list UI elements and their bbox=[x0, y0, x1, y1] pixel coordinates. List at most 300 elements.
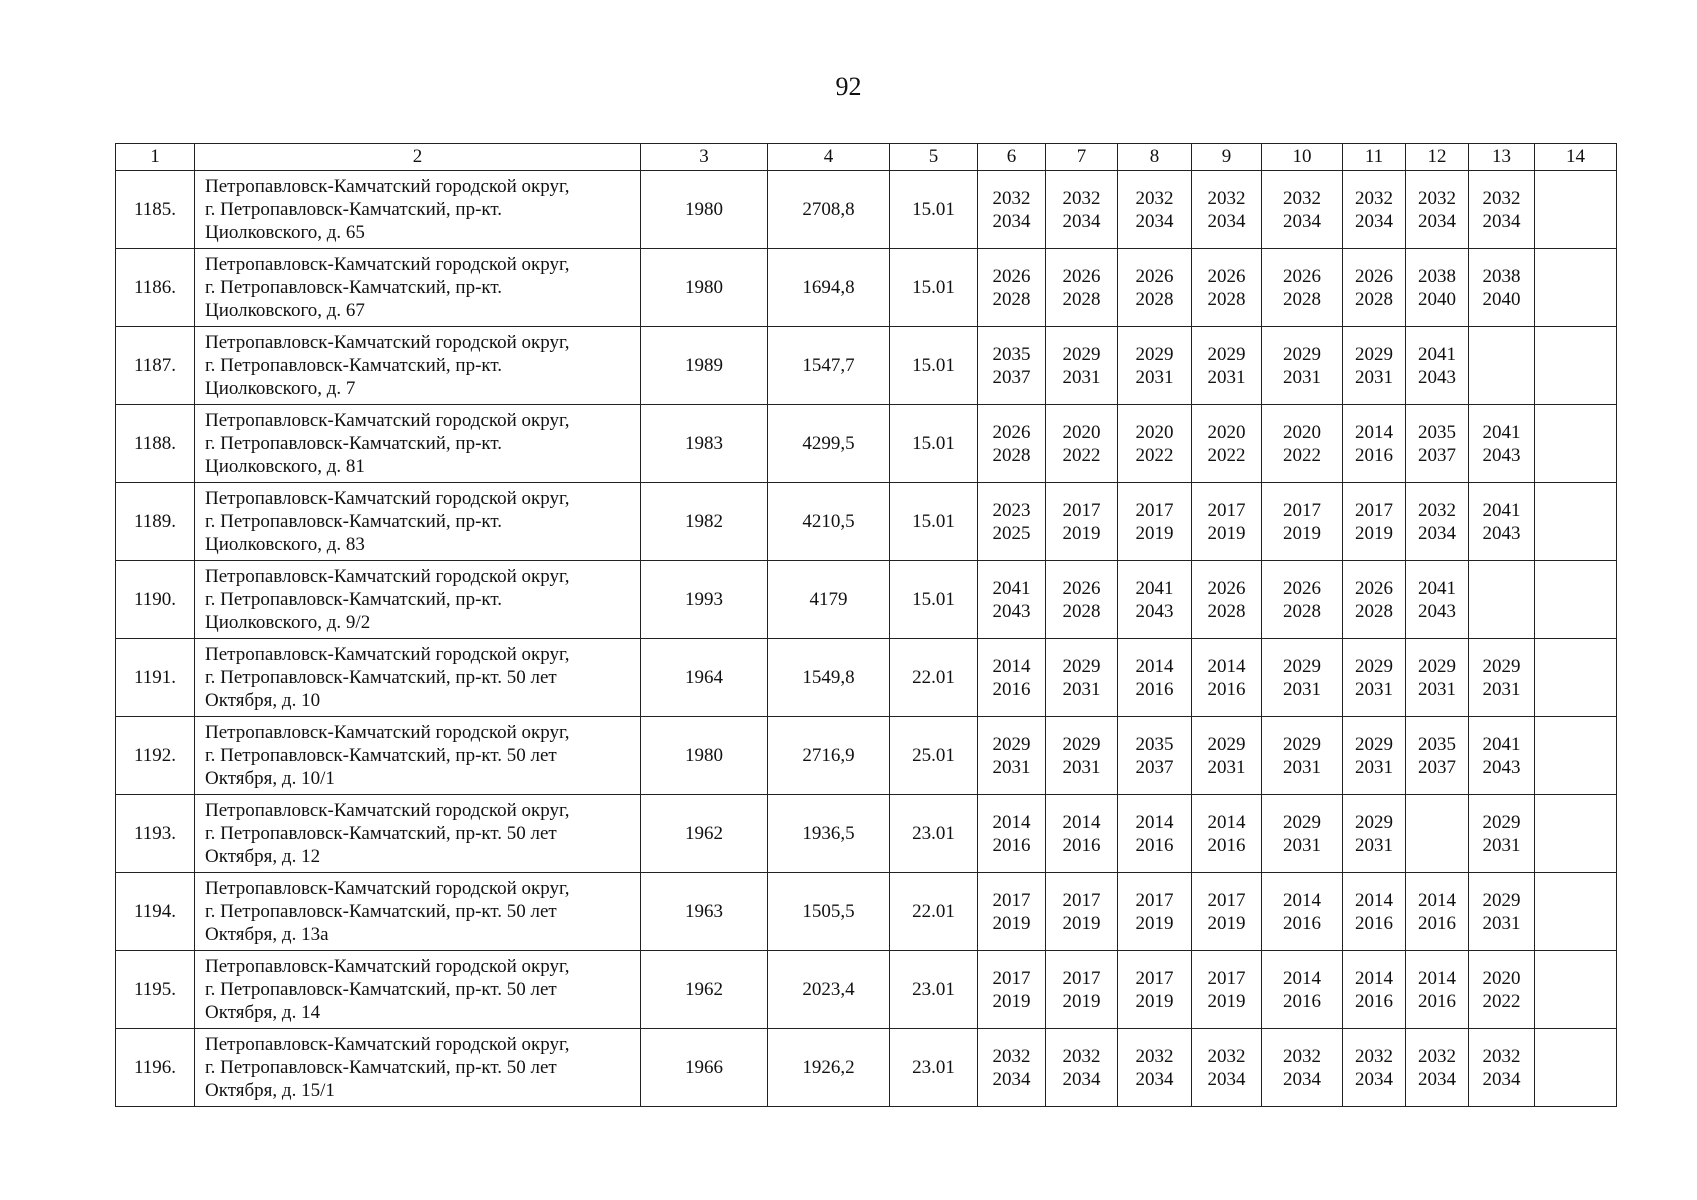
period-end-year: 2034 bbox=[992, 210, 1031, 232]
period-end-year: 2034 bbox=[1062, 210, 1101, 232]
column-14-cell bbox=[1535, 639, 1617, 717]
table-row bbox=[116, 951, 1617, 1029]
period-start-year: 2038 bbox=[1482, 265, 1521, 287]
period-end-year: 2031 bbox=[1355, 678, 1393, 700]
address-line: г. Петропавловск-Камчатский, пр-кт. 50 лет bbox=[205, 979, 557, 1000]
column-number-cell: 7 bbox=[1046, 144, 1118, 171]
period-end-year: 2040 bbox=[1482, 288, 1521, 310]
period-start-year: 2029 bbox=[1135, 343, 1174, 365]
address-cell bbox=[195, 327, 641, 405]
area-cell: 1505,5 bbox=[768, 873, 890, 951]
period-end-year: 2016 bbox=[1207, 834, 1246, 856]
period-start-year: 2014 bbox=[1355, 421, 1393, 443]
build-year-cell: 1980 bbox=[641, 249, 768, 327]
address-cell bbox=[195, 561, 641, 639]
period-end-year: 2016 bbox=[1355, 912, 1393, 934]
period-cell bbox=[978, 795, 1046, 873]
period-start-year: 2032 bbox=[1207, 187, 1246, 209]
column-number-cell: 9 bbox=[1192, 144, 1262, 171]
row-number-cell: 1190. bbox=[116, 561, 195, 639]
period-end-year: 2031 bbox=[1355, 366, 1393, 388]
period-end-year: 2019 bbox=[1135, 990, 1174, 1012]
period-start-year: 2026 bbox=[1283, 577, 1321, 599]
address-line: Октября, д. 10/1 bbox=[205, 768, 335, 789]
period-cell bbox=[1046, 405, 1118, 483]
period-cell bbox=[1406, 561, 1469, 639]
period-end-year: 2016 bbox=[992, 834, 1031, 856]
period-start-year: 2035 bbox=[1418, 421, 1456, 443]
period-start-year: 2020 bbox=[1482, 967, 1521, 989]
period-cell bbox=[1192, 795, 1262, 873]
period-end-year: 2031 bbox=[1355, 756, 1393, 778]
period-start-year: 2017 bbox=[992, 967, 1031, 989]
address-line: Петропавловск-Камчатский городской округ, bbox=[205, 332, 570, 353]
column-number-cell: 6 bbox=[978, 144, 1046, 171]
period-start-year: 2026 bbox=[1355, 265, 1393, 287]
period-end-year: 2031 bbox=[1283, 756, 1321, 778]
period-start-year: 2032 bbox=[1418, 1045, 1456, 1067]
period-end-year: 2034 bbox=[1418, 522, 1456, 544]
housing-register-table bbox=[115, 143, 1617, 1107]
address-line: Петропавловск-Камчатский городской округ, bbox=[205, 722, 570, 743]
address-line: Петропавловск-Камчатский городской округ, bbox=[205, 1034, 570, 1055]
period-start-year: 2035 bbox=[1135, 733, 1174, 755]
code-cell: 15.01 bbox=[890, 327, 978, 405]
period-cell bbox=[1046, 795, 1118, 873]
period-start-year: 2029 bbox=[1062, 343, 1101, 365]
period-cell bbox=[1046, 951, 1118, 1029]
period-end-year: 2019 bbox=[1355, 522, 1393, 544]
period-start-year: 2032 bbox=[1418, 187, 1456, 209]
table-row bbox=[116, 249, 1617, 327]
period-cell bbox=[1046, 483, 1118, 561]
address-cell bbox=[195, 639, 641, 717]
period-start-year: 2017 bbox=[1135, 967, 1174, 989]
period-end-year: 2022 bbox=[1062, 444, 1101, 466]
period-start-year: 2032 bbox=[1062, 187, 1101, 209]
table-row bbox=[116, 873, 1617, 951]
build-year-cell: 1983 bbox=[641, 405, 768, 483]
period-cell bbox=[1406, 873, 1469, 951]
period-end-year: 2037 bbox=[1418, 756, 1456, 778]
period-start-year: 2020 bbox=[1283, 421, 1321, 443]
period-start-year: 2026 bbox=[1062, 265, 1101, 287]
period-end-year: 2034 bbox=[992, 1068, 1031, 1090]
period-start-year: 2029 bbox=[1283, 655, 1321, 677]
period-cell bbox=[1262, 327, 1343, 405]
period-start-year: 2035 bbox=[1418, 733, 1456, 755]
column-14-cell bbox=[1535, 171, 1617, 249]
code-cell: 23.01 bbox=[890, 795, 978, 873]
address-line: г. Петропавловск-Камчатский, пр-кт. 50 лет bbox=[205, 901, 557, 922]
build-year-cell: 1980 bbox=[641, 171, 768, 249]
address-line: Октября, д. 13а bbox=[205, 924, 329, 945]
period-cell bbox=[1406, 951, 1469, 1029]
column-14-cell bbox=[1535, 873, 1617, 951]
period-start-year: 2014 bbox=[1062, 811, 1101, 833]
period-cell bbox=[1469, 171, 1535, 249]
period-end-year: 2034 bbox=[1207, 1068, 1246, 1090]
code-cell: 23.01 bbox=[890, 1029, 978, 1107]
period-end-year: 2043 bbox=[1418, 600, 1456, 622]
period-start-year: 2029 bbox=[1283, 733, 1321, 755]
period-start-year: 2017 bbox=[1062, 889, 1101, 911]
period-start-year: 2032 bbox=[1135, 187, 1174, 209]
period-cell bbox=[1192, 561, 1262, 639]
build-year-cell: 1980 bbox=[641, 717, 768, 795]
period-start-year: 2032 bbox=[992, 187, 1031, 209]
period-cell bbox=[1343, 717, 1406, 795]
period-cell bbox=[978, 405, 1046, 483]
period-end-year: 2016 bbox=[1283, 990, 1321, 1012]
period-cell bbox=[1343, 873, 1406, 951]
period-start-year: 2026 bbox=[1207, 265, 1246, 287]
period-start-year: 2032 bbox=[1482, 187, 1521, 209]
period-start-year: 2029 bbox=[1355, 343, 1393, 365]
column-number-row bbox=[116, 144, 1617, 171]
period-cell bbox=[978, 639, 1046, 717]
period-start-year: 2032 bbox=[1283, 187, 1321, 209]
address-line: Циолковского, д. 7 bbox=[205, 378, 356, 399]
table-row bbox=[116, 561, 1617, 639]
address-line: г. Петропавловск-Камчатский, пр-кт. 50 лет bbox=[205, 823, 557, 844]
period-cell bbox=[1046, 327, 1118, 405]
period-cell bbox=[1469, 639, 1535, 717]
period-start-year: 2029 bbox=[1207, 733, 1246, 755]
period-cell bbox=[1469, 873, 1535, 951]
period-cell bbox=[1406, 249, 1469, 327]
area-cell: 4299,5 bbox=[768, 405, 890, 483]
period-end-year: 2034 bbox=[1283, 210, 1321, 232]
address-cell bbox=[195, 1029, 641, 1107]
table-row bbox=[116, 171, 1617, 249]
period-start-year: 2035 bbox=[992, 343, 1031, 365]
address-line: Циолковского, д. 67 bbox=[205, 300, 365, 321]
address-line: Октября, д. 14 bbox=[205, 1002, 321, 1023]
period-cell bbox=[1262, 1029, 1343, 1107]
period-cell bbox=[1406, 171, 1469, 249]
period-start-year: 2014 bbox=[992, 811, 1031, 833]
period-start-year: 2029 bbox=[1207, 343, 1246, 365]
column-number-cell: 2 bbox=[195, 144, 641, 171]
code-cell: 25.01 bbox=[890, 717, 978, 795]
column-14-cell bbox=[1535, 561, 1617, 639]
period-start-year: 2020 bbox=[1207, 421, 1246, 443]
area-cell: 1547,7 bbox=[768, 327, 890, 405]
period-cell bbox=[1262, 483, 1343, 561]
period-start-year: 2041 bbox=[1135, 577, 1174, 599]
period-cell bbox=[978, 717, 1046, 795]
period-end-year: 2019 bbox=[1062, 912, 1101, 934]
address-line: Петропавловск-Камчатский городской округ, bbox=[205, 644, 570, 665]
period-end-year: 2031 bbox=[1135, 366, 1174, 388]
period-cell bbox=[1343, 795, 1406, 873]
period-start-year: 2023 bbox=[992, 499, 1031, 521]
period-cell bbox=[1343, 327, 1406, 405]
row-number-cell: 1191. bbox=[116, 639, 195, 717]
period-cell bbox=[1262, 951, 1343, 1029]
period-end-year: 2043 bbox=[1482, 444, 1521, 466]
period-cell bbox=[1192, 639, 1262, 717]
code-cell: 22.01 bbox=[890, 873, 978, 951]
period-cell bbox=[1192, 873, 1262, 951]
period-end-year: 2019 bbox=[1283, 522, 1321, 544]
period-start-year: 2032 bbox=[1207, 1045, 1246, 1067]
area-cell: 2716,9 bbox=[768, 717, 890, 795]
period-end-year: 2043 bbox=[1482, 756, 1521, 778]
period-cell bbox=[1118, 405, 1192, 483]
period-cell bbox=[1469, 561, 1535, 639]
period-end-year: 2031 bbox=[1062, 756, 1101, 778]
period-end-year: 2028 bbox=[1207, 600, 1246, 622]
period-start-year: 2017 bbox=[1135, 499, 1174, 521]
period-start-year: 2032 bbox=[1355, 1045, 1393, 1067]
period-cell bbox=[1046, 717, 1118, 795]
period-end-year: 2028 bbox=[1283, 600, 1321, 622]
code-cell: 15.01 bbox=[890, 483, 978, 561]
period-cell bbox=[1118, 717, 1192, 795]
row-number-cell: 1195. bbox=[116, 951, 195, 1029]
period-start-year: 2029 bbox=[1062, 733, 1101, 755]
period-start-year: 2014 bbox=[1418, 967, 1456, 989]
period-end-year: 2028 bbox=[1355, 600, 1393, 622]
column-number-cell: 11 bbox=[1343, 144, 1406, 171]
period-cell bbox=[1118, 561, 1192, 639]
address-line: Петропавловск-Камчатский городской округ, bbox=[205, 878, 570, 899]
period-start-year: 2014 bbox=[992, 655, 1031, 677]
period-start-year: 2029 bbox=[1418, 655, 1456, 677]
period-end-year: 2034 bbox=[1418, 1068, 1456, 1090]
period-cell bbox=[1118, 483, 1192, 561]
period-cell bbox=[1343, 483, 1406, 561]
period-end-year: 2037 bbox=[992, 366, 1031, 388]
period-start-year: 2032 bbox=[1482, 1045, 1521, 1067]
period-end-year: 2016 bbox=[1062, 834, 1101, 856]
address-line: Петропавловск-Камчатский городской округ, bbox=[205, 566, 570, 587]
period-start-year: 2014 bbox=[1135, 811, 1174, 833]
period-start-year: 2026 bbox=[992, 265, 1031, 287]
period-cell bbox=[1343, 171, 1406, 249]
period-start-year: 2029 bbox=[1355, 655, 1393, 677]
period-end-year: 2016 bbox=[1283, 912, 1321, 934]
area-cell: 2023,4 bbox=[768, 951, 890, 1029]
build-year-cell: 1962 bbox=[641, 951, 768, 1029]
address-line: Циолковского, д. 65 bbox=[205, 222, 365, 243]
build-year-cell: 1989 bbox=[641, 327, 768, 405]
period-cell bbox=[1343, 405, 1406, 483]
period-end-year: 2043 bbox=[1482, 522, 1521, 544]
period-cell bbox=[1118, 951, 1192, 1029]
period-cell bbox=[1343, 951, 1406, 1029]
period-cell bbox=[1469, 405, 1535, 483]
period-start-year: 2026 bbox=[1062, 577, 1101, 599]
code-cell: 15.01 bbox=[890, 171, 978, 249]
period-cell bbox=[1469, 717, 1535, 795]
row-number-cell: 1188. bbox=[116, 405, 195, 483]
area-cell: 2708,8 bbox=[768, 171, 890, 249]
period-cell bbox=[978, 561, 1046, 639]
period-start-year: 2029 bbox=[1355, 733, 1393, 755]
period-end-year: 2022 bbox=[1283, 444, 1321, 466]
period-cell bbox=[1469, 249, 1535, 327]
period-cell bbox=[1046, 561, 1118, 639]
period-end-year: 2016 bbox=[1418, 912, 1456, 934]
period-cell bbox=[1406, 639, 1469, 717]
period-start-year: 2017 bbox=[1062, 967, 1101, 989]
period-end-year: 2031 bbox=[1482, 912, 1521, 934]
column-number-cell: 4 bbox=[768, 144, 890, 171]
period-end-year: 2028 bbox=[992, 288, 1031, 310]
period-cell bbox=[1192, 717, 1262, 795]
period-start-year: 2032 bbox=[1418, 499, 1456, 521]
period-end-year: 2031 bbox=[1355, 834, 1393, 856]
address-line: Петропавловск-Камчатский городской округ, bbox=[205, 956, 570, 977]
address-line: г. Петропавловск-Камчатский, пр-кт. 50 лет bbox=[205, 1057, 557, 1078]
address-line: г. Петропавловск-Камчатский, пр-кт. bbox=[205, 199, 503, 220]
period-end-year: 2034 bbox=[1283, 1068, 1321, 1090]
period-cell bbox=[1406, 1029, 1469, 1107]
period-start-year: 2014 bbox=[1418, 889, 1456, 911]
period-cell bbox=[1192, 1029, 1262, 1107]
address-cell bbox=[195, 483, 641, 561]
period-end-year: 2034 bbox=[1418, 210, 1456, 232]
period-start-year: 2041 bbox=[1418, 577, 1456, 599]
period-end-year: 2022 bbox=[1207, 444, 1246, 466]
row-number-cell: 1189. bbox=[116, 483, 195, 561]
period-start-year: 2041 bbox=[1482, 499, 1521, 521]
period-end-year: 2016 bbox=[1135, 678, 1174, 700]
row-number-cell: 1194. bbox=[116, 873, 195, 951]
period-end-year: 2019 bbox=[992, 990, 1031, 1012]
period-end-year: 2019 bbox=[992, 912, 1031, 934]
page-number: 92 bbox=[835, 72, 862, 101]
period-end-year: 2031 bbox=[1207, 756, 1246, 778]
period-cell bbox=[1406, 483, 1469, 561]
period-start-year: 2029 bbox=[1482, 811, 1521, 833]
period-start-year: 2026 bbox=[1283, 265, 1321, 287]
period-end-year: 2019 bbox=[1062, 990, 1101, 1012]
period-end-year: 2028 bbox=[992, 444, 1031, 466]
column-number-cell: 10 bbox=[1262, 144, 1343, 171]
period-end-year: 2034 bbox=[1482, 210, 1521, 232]
period-start-year: 2041 bbox=[1482, 733, 1521, 755]
period-start-year: 2014 bbox=[1283, 889, 1321, 911]
address-line: г. Петропавловск-Камчатский, пр-кт. bbox=[205, 355, 503, 376]
area-cell: 1549,8 bbox=[768, 639, 890, 717]
row-number-cell: 1185. bbox=[116, 171, 195, 249]
period-cell bbox=[978, 1029, 1046, 1107]
period-cell bbox=[1343, 249, 1406, 327]
table-row bbox=[116, 327, 1617, 405]
period-start-year: 2029 bbox=[1062, 655, 1101, 677]
code-cell: 23.01 bbox=[890, 951, 978, 1029]
period-start-year: 2038 bbox=[1418, 265, 1456, 287]
code-cell: 15.01 bbox=[890, 249, 978, 327]
period-end-year: 2034 bbox=[1135, 1068, 1174, 1090]
address-cell bbox=[195, 249, 641, 327]
row-number-cell: 1186. bbox=[116, 249, 195, 327]
period-cell bbox=[1406, 717, 1469, 795]
period-end-year: 2031 bbox=[1207, 366, 1246, 388]
period-start-year: 2014 bbox=[1135, 655, 1174, 677]
row-number-cell: 1196. bbox=[116, 1029, 195, 1107]
period-cell bbox=[1262, 795, 1343, 873]
address-cell bbox=[195, 873, 641, 951]
period-cell bbox=[1469, 795, 1535, 873]
period-start-year: 2014 bbox=[1283, 967, 1321, 989]
column-14-cell bbox=[1535, 951, 1617, 1029]
period-cell bbox=[1406, 327, 1469, 405]
period-end-year: 2031 bbox=[1062, 678, 1101, 700]
period-cell bbox=[1046, 171, 1118, 249]
period-end-year: 2031 bbox=[1283, 834, 1321, 856]
build-year-cell: 1962 bbox=[641, 795, 768, 873]
build-year-cell: 1966 bbox=[641, 1029, 768, 1107]
period-end-year: 2034 bbox=[1207, 210, 1246, 232]
column-14-cell bbox=[1535, 483, 1617, 561]
period-cell bbox=[1046, 1029, 1118, 1107]
area-cell: 1694,8 bbox=[768, 249, 890, 327]
period-start-year: 2017 bbox=[1207, 499, 1246, 521]
period-cell bbox=[978, 483, 1046, 561]
period-cell bbox=[1118, 639, 1192, 717]
period-end-year: 2031 bbox=[1482, 834, 1521, 856]
period-cell bbox=[1046, 873, 1118, 951]
period-end-year: 2034 bbox=[1135, 210, 1174, 232]
period-start-year: 2029 bbox=[1482, 655, 1521, 677]
address-cell bbox=[195, 795, 641, 873]
period-cell bbox=[1343, 561, 1406, 639]
period-start-year: 2014 bbox=[1355, 967, 1393, 989]
period-start-year: 2029 bbox=[1355, 811, 1393, 833]
table-row bbox=[116, 639, 1617, 717]
column-14-cell bbox=[1535, 717, 1617, 795]
period-start-year: 2026 bbox=[1135, 265, 1174, 287]
period-start-year: 2032 bbox=[992, 1045, 1031, 1067]
period-end-year: 2016 bbox=[992, 678, 1031, 700]
period-start-year: 2029 bbox=[1283, 343, 1321, 365]
address-line: г. Петропавловск-Камчатский, пр-кт. bbox=[205, 277, 503, 298]
address-line: г. Петропавловск-Камчатский, пр-кт. bbox=[205, 433, 503, 454]
period-start-year: 2017 bbox=[1207, 889, 1246, 911]
period-end-year: 2016 bbox=[1135, 834, 1174, 856]
period-cell bbox=[1262, 717, 1343, 795]
address-line: г. Петропавловск-Камчатский, пр-кт. bbox=[205, 589, 503, 610]
period-cell bbox=[1192, 405, 1262, 483]
period-start-year: 2032 bbox=[1355, 187, 1393, 209]
column-number-cell: 12 bbox=[1406, 144, 1469, 171]
column-number-cell: 5 bbox=[890, 144, 978, 171]
build-year-cell: 1963 bbox=[641, 873, 768, 951]
period-end-year: 2025 bbox=[992, 522, 1031, 544]
period-start-year: 2014 bbox=[1355, 889, 1393, 911]
period-cell bbox=[1192, 483, 1262, 561]
period-cell bbox=[978, 171, 1046, 249]
table-body bbox=[116, 144, 1617, 1107]
period-start-year: 2014 bbox=[1207, 655, 1246, 677]
column-14-cell bbox=[1535, 405, 1617, 483]
column-number-cell: 1 bbox=[116, 144, 195, 171]
period-end-year: 2022 bbox=[1482, 990, 1521, 1012]
period-end-year: 2016 bbox=[1355, 444, 1393, 466]
row-number-cell: 1192. bbox=[116, 717, 195, 795]
period-start-year: 2017 bbox=[1283, 499, 1321, 521]
column-14-cell bbox=[1535, 327, 1617, 405]
period-end-year: 2031 bbox=[992, 756, 1031, 778]
period-start-year: 2017 bbox=[1207, 967, 1246, 989]
period-end-year: 2034 bbox=[1482, 1068, 1521, 1090]
period-cell bbox=[1469, 1029, 1535, 1107]
